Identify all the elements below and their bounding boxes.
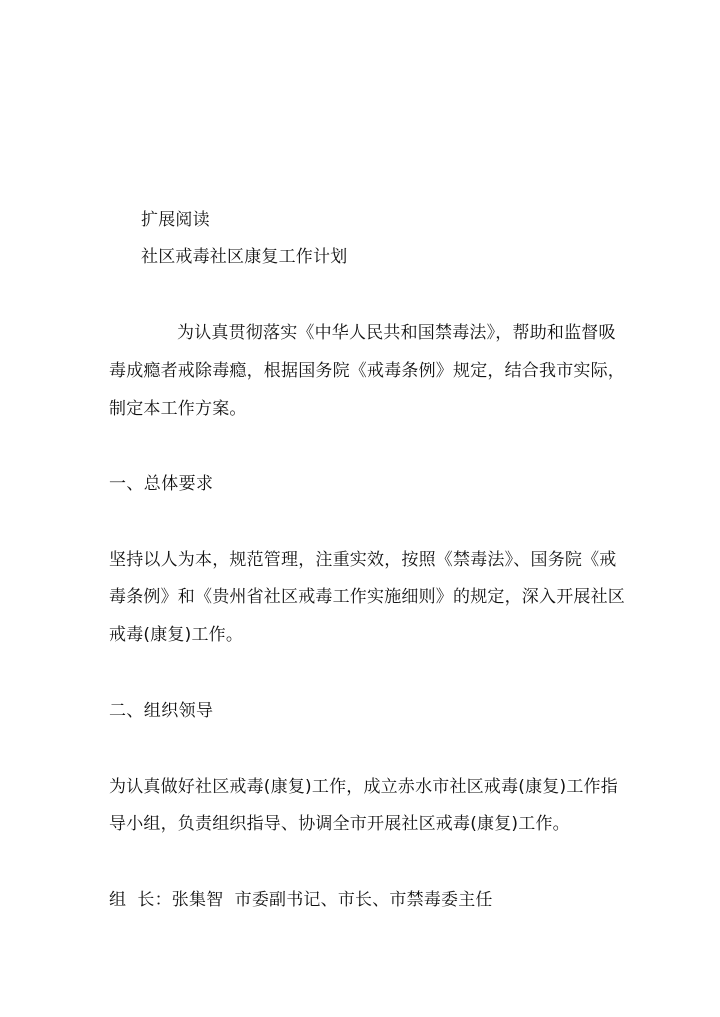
section-1-line-2: 毒条例》和《贵州省社区戒毒工作实施细则》的规定，深入开展社区 (109, 587, 625, 607)
leader-line: 组 长：张集智 市委副书记、市长、市禁毒委主任 (109, 890, 493, 910)
preface-line-2: 毒成瘾者戒除毒瘾，根据国务院《戒毒条例》规定，结合我市实际， (109, 361, 625, 381)
document-title: 社区戒毒社区康复工作计划 (141, 247, 348, 267)
section-2-line-2: 导小组，负责组织指导、协调全市开展社区戒毒(康复)工作。 (109, 814, 570, 834)
preface-line-3: 制定本工作方案。 (109, 399, 247, 419)
intro-label: 扩展阅读 (141, 210, 210, 230)
section-1-heading: 一、总体要求 (109, 474, 214, 494)
preface-line-1: 为认真贯彻落实《中华人民共和国禁毒法》，帮助和监督吸 (177, 323, 616, 343)
section-1-line-3: 戒毒(康复)工作。 (109, 625, 244, 645)
section-1-line-1: 坚持以人为本，规范管理，注重实效，按照《禁毒法》、国务院《戒 (109, 550, 617, 570)
section-2-line-1: 为认真做好社区戒毒(康复)工作，成立赤水市社区戒毒(康复)工作指 (109, 777, 618, 797)
section-2-heading: 二、组织领导 (109, 701, 214, 721)
